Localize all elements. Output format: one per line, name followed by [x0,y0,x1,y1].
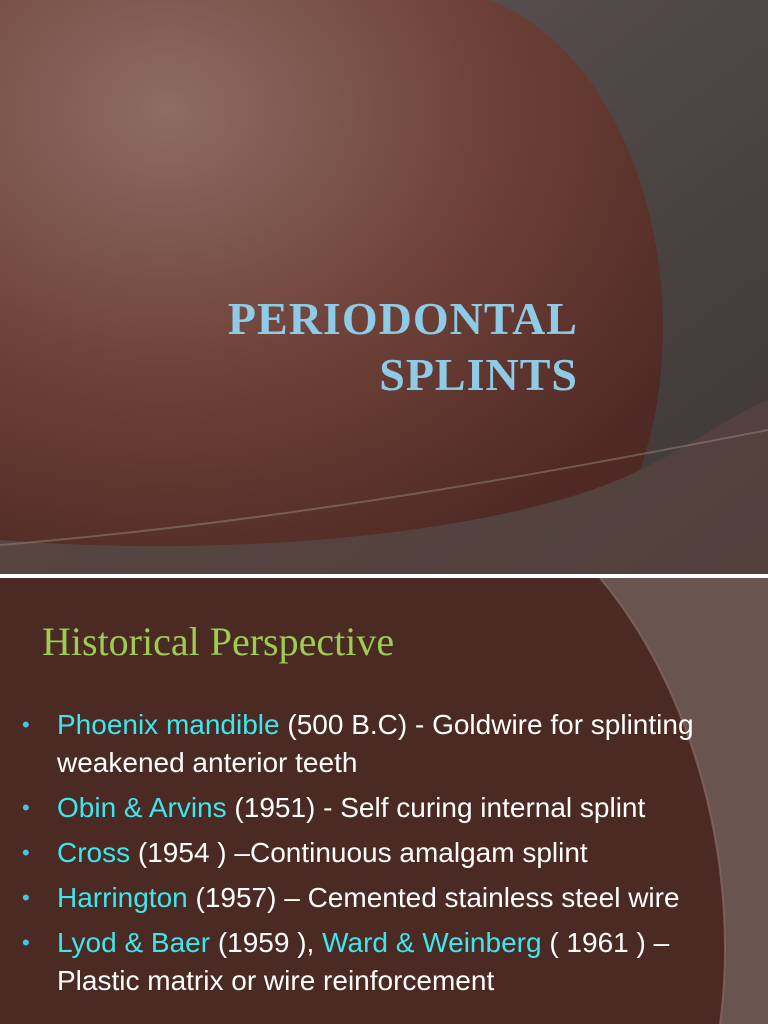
list-item [0,706,740,782]
bullet-icon: • [22,795,30,820]
bullet-icon: • [22,885,30,910]
bullet-icon: • [22,840,30,865]
bullet-icon: • [22,930,30,955]
slide-title-line1: PERIODONTAL [227,293,578,344]
bullet-text: (500 B.C) - Goldwire for splinting weakened anterior teeth [57,709,694,778]
bullet-icon: • [22,712,30,737]
slide-title-line2: SPLINTS [379,349,578,400]
bullet-highlight: Cross [57,837,131,868]
bullet-text: (1954 ) –Continuous amalgam splint [130,837,588,868]
list-item [0,834,740,872]
bullet-highlight: Harrington [57,882,188,913]
bullet-list [0,706,740,1007]
bullet-text: (1957) – Cemented stainless steel wire [187,882,680,913]
bullet-text: (1951) - Self curing internal splint [226,792,646,823]
bullet-highlight: Obin & Arvins [57,792,227,823]
list-item [0,924,740,1000]
slide-heading: Historical Perspective [42,619,395,664]
content-slide [0,578,768,1024]
bullet-highlight: Lyod & Baer [57,927,211,958]
bullet-text: (1959 ), [210,927,323,958]
bullet-highlight-2: Ward & Weinberg [322,927,542,958]
list-item [0,879,740,917]
list-item [0,789,740,827]
bullet-highlight: Phoenix mandible [57,709,280,740]
bullet-text-2: ( 1961 ) – Plastic matrix or wire reinforcement [57,927,670,996]
